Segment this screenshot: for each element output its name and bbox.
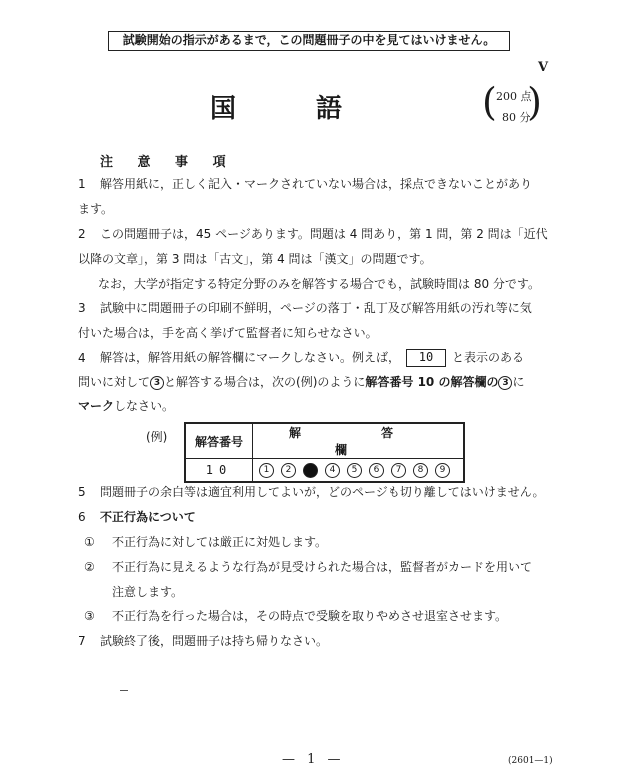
note-item-6 xyxy=(78,509,196,525)
time-allocation xyxy=(482,82,544,126)
minutes-text: 80 分 xyxy=(502,111,531,124)
points-text: 200 点 xyxy=(496,90,532,103)
sub-item-text: 不正行為に見えるような行為が見受けられた場合は，監督者がカードを用いて xyxy=(112,560,533,574)
item-text: 解答は，解答用紙の解答欄にマークしなさい。例えば， xyxy=(100,350,401,365)
item-number: 1 xyxy=(78,177,86,191)
variant-mark: V xyxy=(538,60,549,75)
item-text: 問いに対して xyxy=(78,375,151,389)
answer-bubble: 9 xyxy=(435,463,450,478)
note-item-1-cont: ます。 xyxy=(78,202,114,216)
answer-bubble: 8 xyxy=(413,463,428,478)
sub-item-2-cont: 注意します。 xyxy=(112,585,184,599)
sub-item-3 xyxy=(84,608,507,624)
item-number: 3 xyxy=(78,301,86,315)
exam-warning-banner: 試験開始の指示があるまで，この問題冊子の中を見てはいけません。 xyxy=(108,31,510,51)
sub-item-text: 不正行為に対しては厳正に対処します。 xyxy=(112,535,328,549)
answer-number-box: 10 xyxy=(406,349,446,367)
item-text: 試験終了後，問題冊子は持ち帰りなさい。 xyxy=(100,634,329,648)
item-text: 解答用紙に，正しく記入・マークされていない場合は，採点できないことがあり xyxy=(100,177,533,191)
bubble-row xyxy=(253,459,465,483)
note-item-7 xyxy=(78,633,328,649)
item-number: 5 xyxy=(78,485,86,499)
answer-bubble: 1 xyxy=(259,463,274,478)
item-text-bold: 解答番号 10 の解答欄の xyxy=(365,375,499,389)
note-item-3 xyxy=(78,300,532,316)
example-answer-table xyxy=(184,422,474,483)
example-label: (例) xyxy=(146,430,168,444)
item-text-mid: と解答する場合は，次の(例)のように xyxy=(164,375,366,389)
note-item-2 xyxy=(78,226,548,242)
page-number: — 1 — xyxy=(282,752,345,767)
item-text-bold: マーク xyxy=(78,399,115,413)
answer-bubble: 6 xyxy=(369,463,384,478)
circled-answer-icon: 3 xyxy=(498,376,512,390)
paren-right-icon: ) xyxy=(527,80,542,124)
item-number: 4 xyxy=(78,350,86,365)
sub-item-2 xyxy=(84,559,532,575)
item-text: 試験中に問題冊子の印刷不鮮明，ページの落丁・乱丁及び解答用紙の汚れ等に気 xyxy=(100,301,532,315)
note-item-1 xyxy=(78,176,532,192)
booklet-code: (2601—1) xyxy=(508,756,553,766)
sub-item-1 xyxy=(84,534,327,550)
note-item-2-extra: なお，大学が指定する特定分野のみを解答する場合でも，試験時間は 80 分です。 xyxy=(98,277,540,291)
item-number: 6 xyxy=(78,510,86,524)
item-text: しなさい。 xyxy=(114,399,175,413)
sub-item-text: 不正行為を行った場合は，その時点で受験を取りやめさせ退室させます。 xyxy=(112,609,508,623)
sub-item-mark: ③ xyxy=(84,609,95,623)
answer-bubble: 4 xyxy=(325,463,340,478)
note-item-4-cont2 xyxy=(78,398,174,414)
paren-left-icon: ( xyxy=(482,80,497,124)
table-header-row xyxy=(185,423,464,459)
header-answer-field: 解 答 欄 xyxy=(253,423,465,459)
item-number: 2 xyxy=(78,227,86,241)
answer-bubble: 2 xyxy=(281,463,296,478)
notes-heading: 注 意 事 項 xyxy=(100,155,236,170)
title-char-1: 国 xyxy=(210,94,237,124)
note-item-4 xyxy=(78,349,524,367)
sub-item-mark: ② xyxy=(84,560,95,574)
table-row xyxy=(185,459,464,483)
header-answer-number: 解答番号 xyxy=(185,423,253,459)
note-item-3-cont: 付いた場合は，手を高く挙げて監督者に知らせなさい。 xyxy=(78,326,378,340)
answer-bubble: 5 xyxy=(347,463,362,478)
answer-bubble: 7 xyxy=(391,463,406,478)
answer-bubble-filled: 3 xyxy=(303,463,318,478)
item-text-bold: 不正行為について xyxy=(100,510,196,524)
stray-mark xyxy=(120,690,128,691)
note-item-5 xyxy=(78,484,544,500)
item-text-tail: に xyxy=(512,375,525,389)
title-char-2: 語 xyxy=(316,94,343,124)
row-answer-number: 10 xyxy=(185,459,253,483)
item-text: この問題冊子は，45 ページあります。問題は 4 問あり，第 1 問，第 2 問は「近代 xyxy=(100,227,548,241)
sub-item-mark: ① xyxy=(84,535,95,549)
item-text-tail: と表示のある xyxy=(452,350,525,365)
note-item-4-cont xyxy=(78,374,524,390)
item-number: 7 xyxy=(78,634,86,648)
item-text: 問題冊子の余白等は適宜利用してよいが，どのページも切り離してはいけません。 xyxy=(100,485,545,499)
circled-answer-icon: 3 xyxy=(150,376,164,390)
note-item-2-cont: 以降の文章」，第 3 問は「古文」，第 4 問は「漢文」の問題です。 xyxy=(78,252,432,266)
